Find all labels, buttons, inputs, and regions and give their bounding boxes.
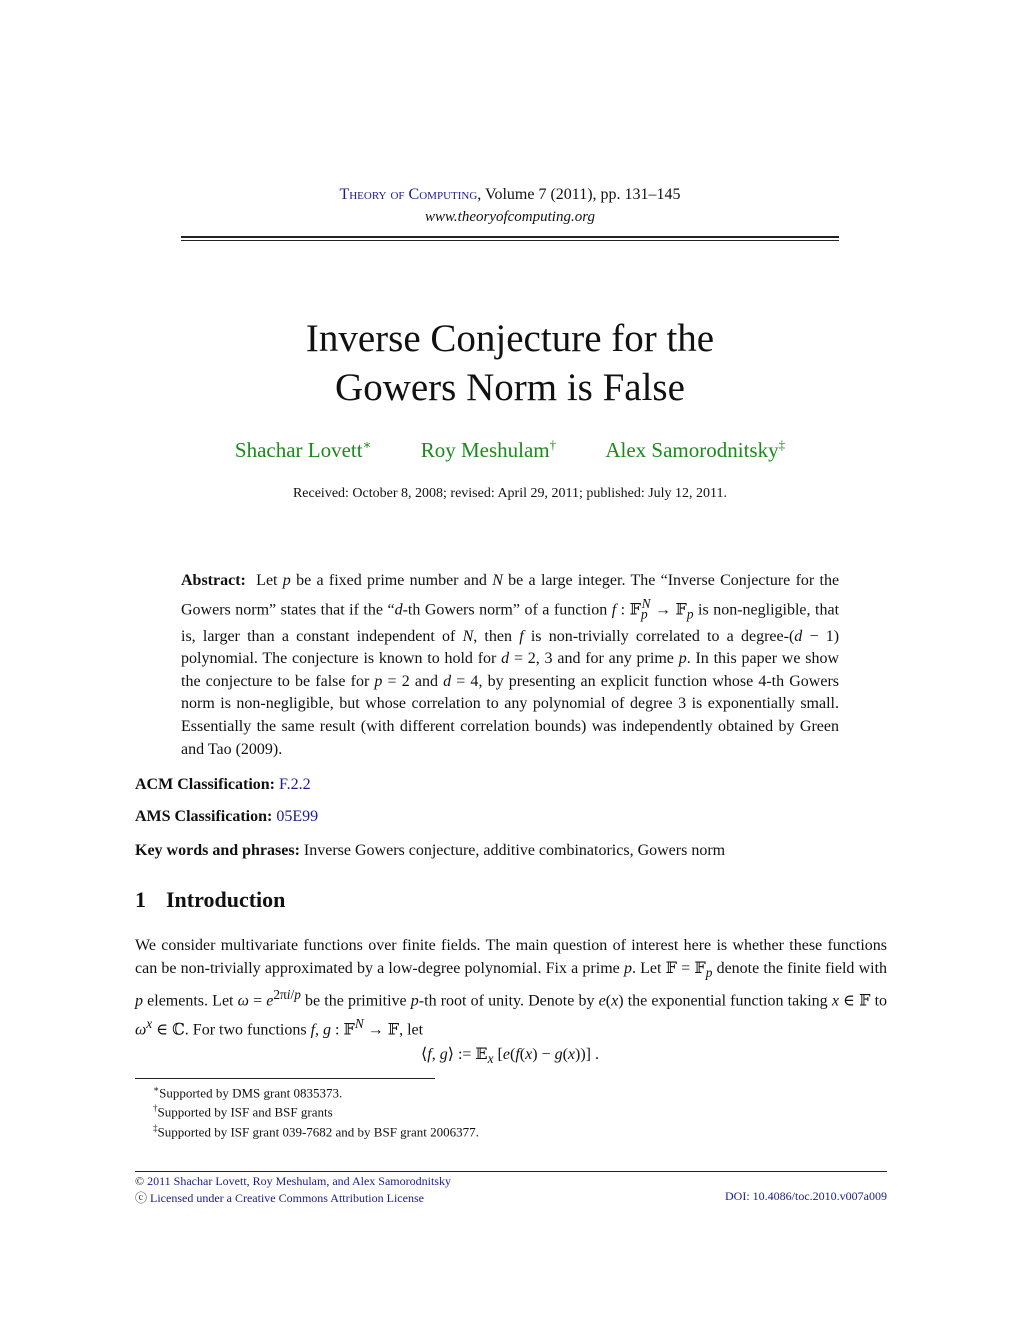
author-lovett[interactable]: Shachar Lovett∗ (234, 437, 372, 462)
doi-link[interactable]: DOI: 10.4086/toc.2010.v007a009 (725, 1189, 887, 1203)
author-meshulam[interactable]: Roy Meshulam† (420, 437, 557, 462)
ams-classification: AMS Classification: 05E99 (135, 808, 319, 825)
journal-volume: , Volume 7 (2011), pp. 131–145 (477, 186, 681, 203)
author-samorodnitsky[interactable]: Alex Samorodnitsky‡ (605, 437, 786, 462)
section-heading: 1 Introduction (135, 887, 286, 912)
journal-header (0, 186, 1020, 204)
footnote-2: †Supported by ISF and BSF grants (153, 1103, 333, 1120)
journal-link[interactable]: Theory of Computing (339, 186, 478, 203)
license-line (135, 1189, 424, 1206)
keywords: Key words and phrases: Inverse Gowers conjecture, additive combinatorics, Gowers norm (135, 842, 726, 859)
footnote-3: ‡Supported by ISF grant 039-7682 and by BSF grant 2006377. (153, 1123, 479, 1140)
inner-product-equation: ⟨f, g⟩ := 𝔼$_x$ [e(f(x) − g(x))] . (421, 1046, 599, 1067)
paper-title (0, 314, 1020, 412)
footer-rule (135, 1171, 887, 1172)
title-line-1: Inverse Conjecture for the (305, 317, 715, 360)
acm-link[interactable]: F.2.2 (278, 776, 311, 793)
license-link[interactable]: Licensed under a Creative Commons Attribution License (150, 1191, 424, 1205)
footnote-rule (135, 1078, 435, 1079)
author-list (0, 437, 1020, 463)
abstract: Abstract: Let p be a fixed prime number and N be a large integer. The “Inverse Conjecture for the Gowers norm” states that if the “d-th Gowers norm” of a function f : 𝔽$_p^N$ → 𝔽$_p$ is non-negligible, that is, larger than a constant independent of N, then f is non-trivially correlated to a degree-(d − 1) polynomial. The conjecture is known to hold for d = 2, 3 and for any prime p. In this paper we show the conjecture to be false for p = 2 and d = 4, by presenting an explicit function whose 4-th Gowers norm is non-negligible, but whose correlation to any polynomial of degree 3 is exponentially small. Essentially the same result (with different correlation bounds) was independently obtained by Green and Tao (2009). (181, 572, 840, 758)
title-line-2: Gowers Norm is False (335, 366, 685, 409)
publication-dates: Received: October 8, 2008; revised: April 29, 2011; published: July 12, 2011. (292, 486, 728, 501)
ams-link[interactable]: 05E99 (276, 808, 319, 825)
acm-classification: ACM Classification: F.2.2 (135, 776, 311, 793)
header-rule-thin (181, 240, 839, 241)
footnote-1: ∗Supported by DMS grant 0835373. (153, 1084, 343, 1101)
copyright-link[interactable]: 2011 Shachar Lovett, Roy Meshulam, and Alex Samorodnitsky (147, 1174, 451, 1188)
copyright-line (135, 1174, 451, 1189)
journal-website[interactable]: www.theoryofcomputing.org (425, 209, 595, 225)
copyright-icon: © (135, 1174, 145, 1188)
abstract-label: Abstract: (181, 572, 246, 589)
intro-paragraph: We consider multivariate functions over finite fields. The main question of interest here is whether these functions can be non-trivially approximated by a low-degree polynomial. Fix a prime p. Let 𝔽 = 𝔽$_p$ denote the finite field with p elements. Let $\omega = e^{2\pi i/p}$ be the primitive p-th root of unity. Denote by e(x) the exponential function taking x ∈ 𝔽 to $\omega^x$ ∈ ℂ. For two functions f, g : 𝔽$^N$ → 𝔽, let (135, 937, 888, 1039)
header-rule (181, 236, 839, 238)
cc-icon: ⓒ (135, 1191, 148, 1205)
